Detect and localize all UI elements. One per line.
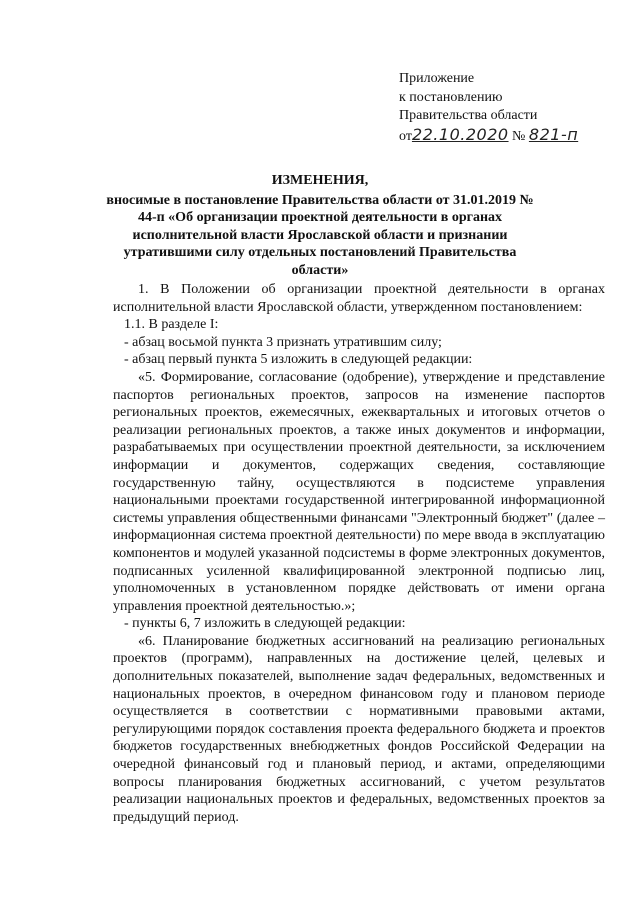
body-paragraph: - абзац восьмой пункта 3 признать утратившим силу;: [124, 334, 442, 350]
appendix-date-line: [399, 126, 629, 147]
body-paragraph: «5. Формирование, согласование (одобрение), утверждение и представление паспортов региональных проектов, запросов на изменение паспортов региональных проектов, ежемесячных, ежеквартальных и итоговых отчетов о реализации региональных проектов, а также иных документов и информации, разрабатываемых при осуществлении проектной деятельности, за исключением информации и документов, содержащих сведения, составляющие государственную тайну, осуществляются в подсистеме управления национальными проектами государственной интегрированной информационной системы управления общественными финансами "Электронный бюджет" (далее – информационная система проектной деятельности) по мере ввода в эксплуатацию компонентов и модулей указанной подсистемы в форме электронных документов, подписанных усиленной квалифицированной электронной подписью лиц, уполномоченных в установленном порядке действовать от имени органа управления проектной деятельностью.»;: [113, 369, 605, 614]
appendix-line-1: Приложение: [399, 71, 475, 86]
body-paragraph: «6. Планирование бюджетных ассигнований на реализацию региональных проектов (программ), направленных на достижение целей, целевых и дополнительных показателей, выполнение задач федеральных, ведомственных и национальных проектов, в очередном финансовом году и плановом периоде осуществляется в соответствии с нормативными правовыми актами, регулирующими порядок составления проекта федерального бюджета и проектов бюджетов государственных внебюджетных фондов Российской Федерации на очередной финансовый год и плановый период, и актами, определяющими вопросы планирования бюджетных ассигнований, с учетом результатов реализации национальных проектов и федеральных, ведомственных проектов за предыдущий период.: [113, 633, 605, 825]
body-paragraph: 1. В Положении об организации проектной деятельности в органах исполнительной власти Ярославской области, утвержденном постановлением:: [113, 282, 605, 315]
body-paragraph: 1.1. В разделе I:: [124, 317, 219, 333]
number-prefix: №: [512, 128, 526, 144]
document-body: [113, 281, 605, 826]
appendix-block: [399, 70, 629, 146]
appendix-line-3: Правительства области: [399, 108, 538, 123]
appendix-line-2: к постановлению: [399, 89, 503, 105]
date-prefix: от: [399, 128, 412, 144]
handwritten-date: 22.10.2020: [411, 124, 509, 144]
title-heading: ИЗМЕНЕНИЯ,: [271, 173, 369, 188]
title-subtitle: вносимые в постановление Правительства области от 31.01.2019 № 44-п «Об организации проектной деятельности в органах исполнительной власти Ярославской области и признании утратившими силу отдельных постановлений Правительства области»: [106, 192, 534, 278]
handwritten-number: 821-п: [528, 124, 579, 144]
body-paragraph: - абзац первый пункта 5 изложить в следующей редакции:: [124, 352, 473, 368]
body-paragraph: - пункты 6, 7 изложить в следующей редакции:: [124, 616, 406, 632]
document-title: [100, 172, 540, 279]
